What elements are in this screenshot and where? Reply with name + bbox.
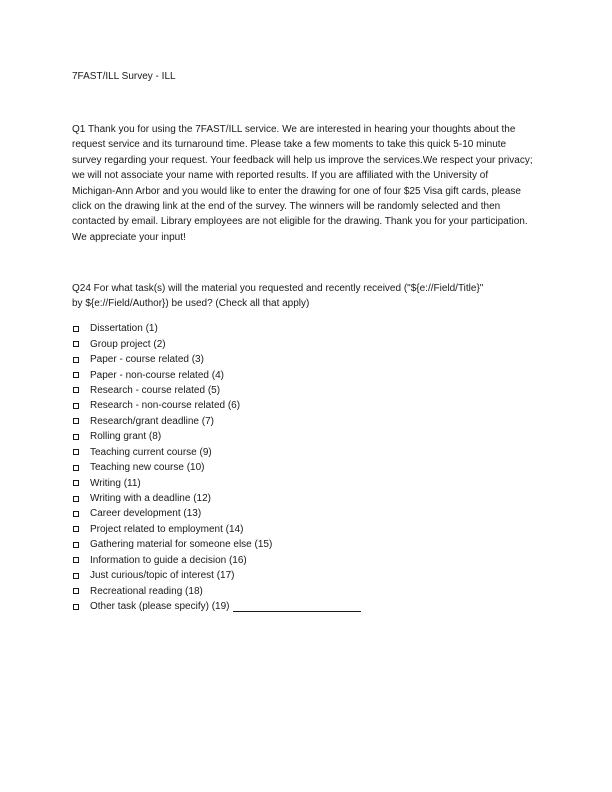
document-title: 7FAST/ILL Survey - ILL	[72, 71, 176, 82]
option-label: Research - non-course related (6)	[90, 400, 241, 412]
checkbox-icon[interactable]	[73, 418, 79, 424]
option-item-other[interactable]	[72, 599, 361, 614]
q1-text-line: we will not associate your name with reported results. If you are affiliated with the University of	[72, 170, 489, 182]
option-label: Project related to employment (14)	[90, 523, 244, 535]
option-label: Dissertation (1)	[90, 323, 158, 335]
checkbox-icon[interactable]	[73, 341, 79, 347]
q1-text-line: survey regarding your request. Your feedback will help us improve the services.We respect your privacy;	[72, 154, 533, 166]
option-item[interactable]	[72, 414, 361, 429]
q24-text-line: by ${e://Field/Author}) be used? (Check all that apply)	[72, 298, 310, 310]
q24-options-list	[72, 321, 361, 614]
checkbox-icon[interactable]	[73, 526, 79, 532]
option-item[interactable]	[72, 383, 361, 398]
checkbox-icon[interactable]	[73, 573, 79, 579]
checkbox-icon[interactable]	[73, 496, 79, 502]
q1-text-line: request service and its turnaround time. Please take a few moments to take this quick 5-10 minute	[72, 139, 507, 151]
q1-text-line: Michigan-Ann Arbor and you would like to enter the drawing for one of four $25 Visa gift cards, please	[72, 185, 521, 197]
checkbox-icon[interactable]	[73, 326, 79, 332]
option-label: Recreational reading (18)	[90, 585, 203, 597]
option-label: Writing (11)	[90, 477, 141, 489]
checkbox-icon[interactable]	[73, 588, 79, 594]
checkbox-icon[interactable]	[73, 403, 79, 409]
option-label: Paper - course related (3)	[90, 354, 204, 366]
checkbox-icon[interactable]	[73, 372, 79, 378]
option-item[interactable]	[72, 445, 361, 460]
checkbox-icon[interactable]	[73, 511, 79, 517]
q1-text-line: We appreciate your input!	[72, 231, 186, 243]
option-item[interactable]	[72, 321, 361, 336]
option-item[interactable]	[72, 583, 361, 598]
option-label: Teaching current course (9)	[90, 446, 212, 458]
q1-text-line: Q1 Thank you for using the 7FAST/ILL service. We are interested in hearing your thoughts about the	[72, 124, 516, 135]
option-label: Gathering material for someone else (15)	[90, 539, 273, 551]
checkbox-icon[interactable]	[73, 557, 79, 563]
checkbox-icon[interactable]	[73, 449, 79, 455]
option-item[interactable]	[72, 537, 361, 552]
checkbox-icon[interactable]	[73, 604, 79, 610]
option-label: Just curious/topic of interest (17)	[90, 570, 235, 582]
option-item[interactable]	[72, 367, 361, 382]
checkbox-icon[interactable]	[73, 480, 79, 486]
option-item[interactable]	[72, 460, 361, 475]
checkbox-icon[interactable]	[73, 465, 79, 471]
option-item[interactable]	[72, 568, 361, 583]
option-item[interactable]	[72, 522, 361, 537]
option-item[interactable]	[72, 429, 361, 444]
option-label: Rolling grant (8)	[90, 431, 162, 443]
q1-text-line: click on the drawing link at the end of the survey. The winners will be randomly selected and then	[72, 201, 501, 213]
option-item[interactable]	[72, 398, 361, 413]
option-item[interactable]	[72, 553, 361, 568]
option-item[interactable]	[72, 506, 361, 521]
question-q1-intro	[72, 122, 542, 245]
checkbox-icon[interactable]	[73, 542, 79, 548]
option-item[interactable]	[72, 336, 361, 351]
option-item[interactable]	[72, 491, 361, 506]
checkbox-icon[interactable]	[73, 387, 79, 393]
option-label: Group project (2)	[90, 338, 166, 350]
option-label: Writing with a deadline (12)	[90, 493, 211, 505]
question-q24-prompt	[72, 281, 542, 312]
other-specify-field[interactable]	[233, 602, 361, 612]
option-label: Information to guide a decision (16)	[90, 554, 247, 566]
option-label: Research/grant deadline (7)	[90, 415, 214, 427]
option-item[interactable]	[72, 475, 361, 490]
option-item[interactable]	[72, 352, 361, 367]
checkbox-icon[interactable]	[73, 434, 79, 440]
option-label: Paper - non-course related (4)	[90, 369, 224, 381]
option-label: Teaching new course (10)	[90, 462, 205, 474]
q24-text-line: Q24 For what task(s) will the material you requested and recently received ("${e://Field/Title}"	[72, 283, 484, 294]
option-label: Career development (13)	[90, 508, 202, 520]
q1-text-line: contacted by email. Library employees are not eligible for the drawing. Thank you for your participation.	[72, 216, 528, 228]
checkbox-icon[interactable]	[73, 357, 79, 363]
option-label: Other task (please specify) (19)	[90, 601, 230, 613]
option-label: Research - course related (5)	[90, 384, 221, 396]
